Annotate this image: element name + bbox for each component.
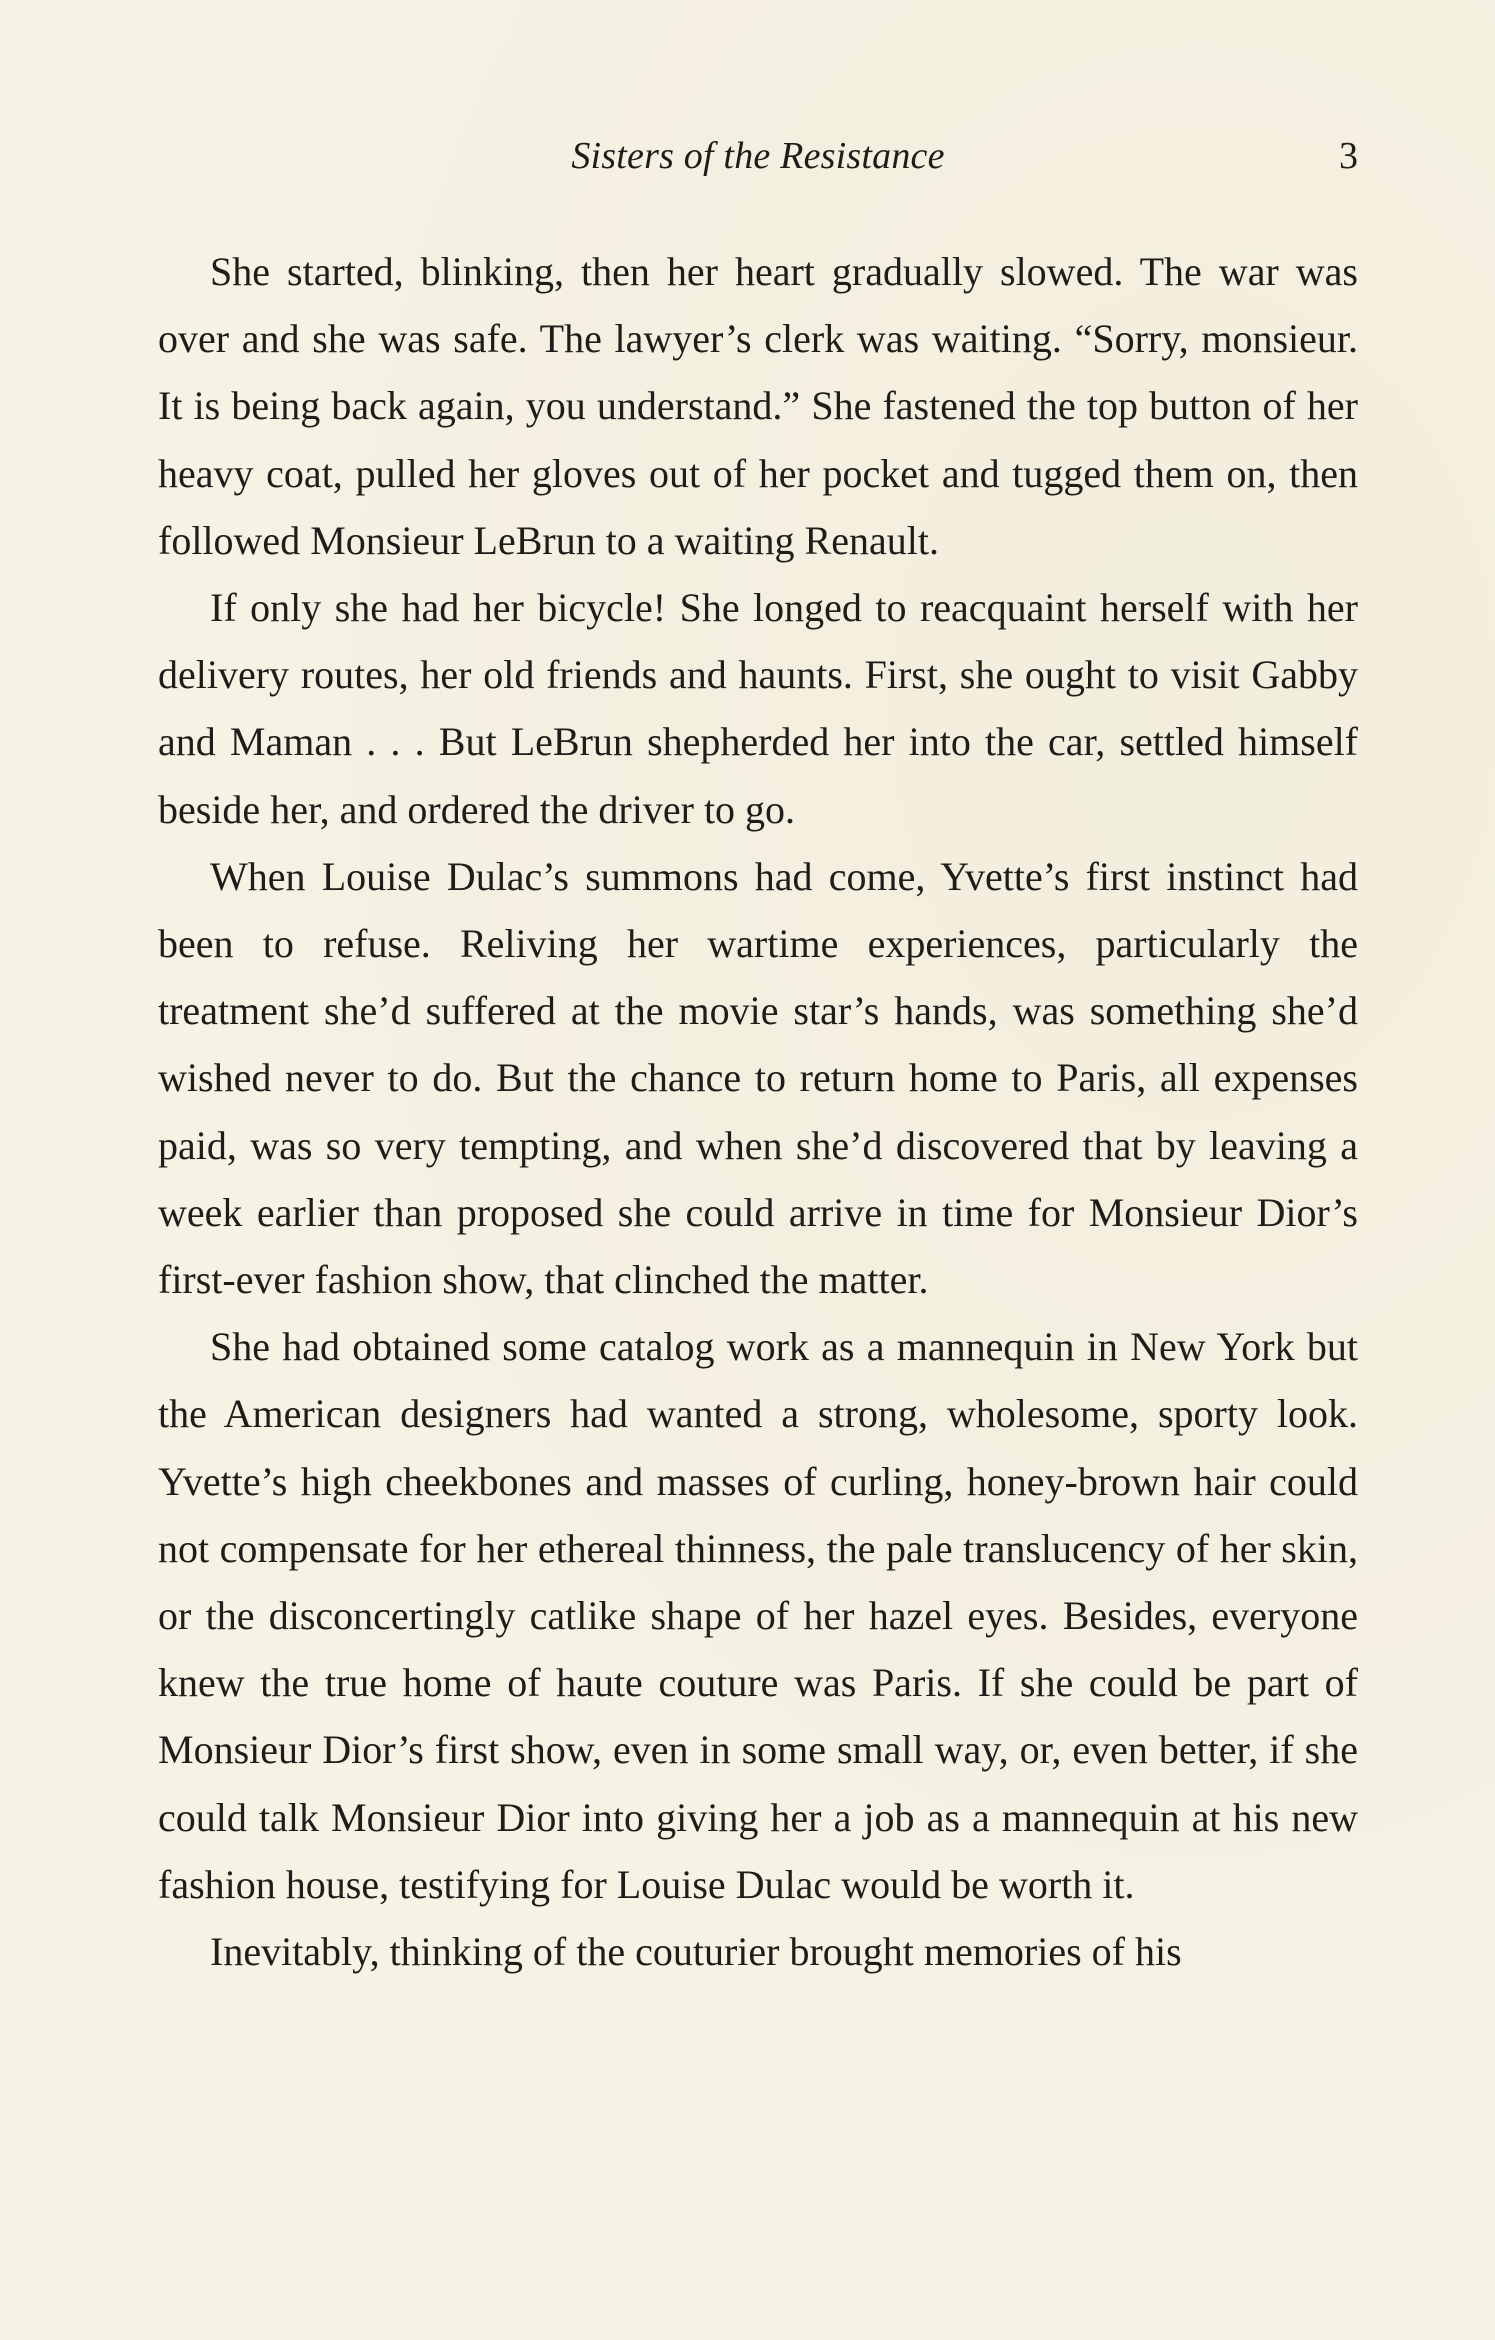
page-number: 3 [1339, 135, 1358, 177]
paragraph: When Louise Dulac’s summons had come, Yvette’s first instinct had been to refuse. Reliving her wartime experiences, particularly the treatment she’d suffered at the movie star’s hands, was something she’d wished never to do. But the chance to return home to Paris, all expenses paid, was so very tempting, and when she’d discovered that by leaving a week earlier than proposed she could arrive in time for Monsieur Dior’s first-ever fashion show, that clinched the matter. [158, 853, 1358, 1303]
body-text [158, 238, 1358, 1985]
running-title: Sisters of the Resistance [571, 135, 945, 177]
paragraph: Inevitably, thinking of the couturier brought memories of his [210, 1929, 1182, 1975]
paragraph: If only she had her bicycle! She longed to reacquaint herself with her delivery routes, her old friends and haunts. First, she ought to visit Gabby and Maman . . . But LeBrun shepherded her into the car, settled himself beside her, and ordered the driver to go. [158, 585, 1358, 832]
paragraph: She started, blinking, then her heart gradually slowed. The war was over and she was safe. The lawyer’s clerk was waiting. “Sorry, monsieur. It is being back again, you understand.” She fastened the top button of her heavy coat, pulled her gloves out of her pocket and tugged them on, then followed Monsieur LeBrun to a waiting Renault. [158, 249, 1358, 563]
paragraph: She had obtained some catalog work as a mannequin in New York but the American designers had wanted a strong, wholesome, sporty look. Yvette’s high cheekbones and masses of curling, honey-brown hair could not compensate for her ethereal thinness, the pale translucency of her skin, or the disconcertingly catlike shape of her hazel eyes. Besides, everyone knew the true home of haute couture was Paris. If she could be part of Monsieur Dior’s first show, even in some small way, or, even better, if she could talk Monsieur Dior into giving her a job as a mannequin at his new fashion house, testifying for Louise Dulac would be worth it. [158, 1324, 1358, 1907]
running-header [158, 128, 1358, 184]
